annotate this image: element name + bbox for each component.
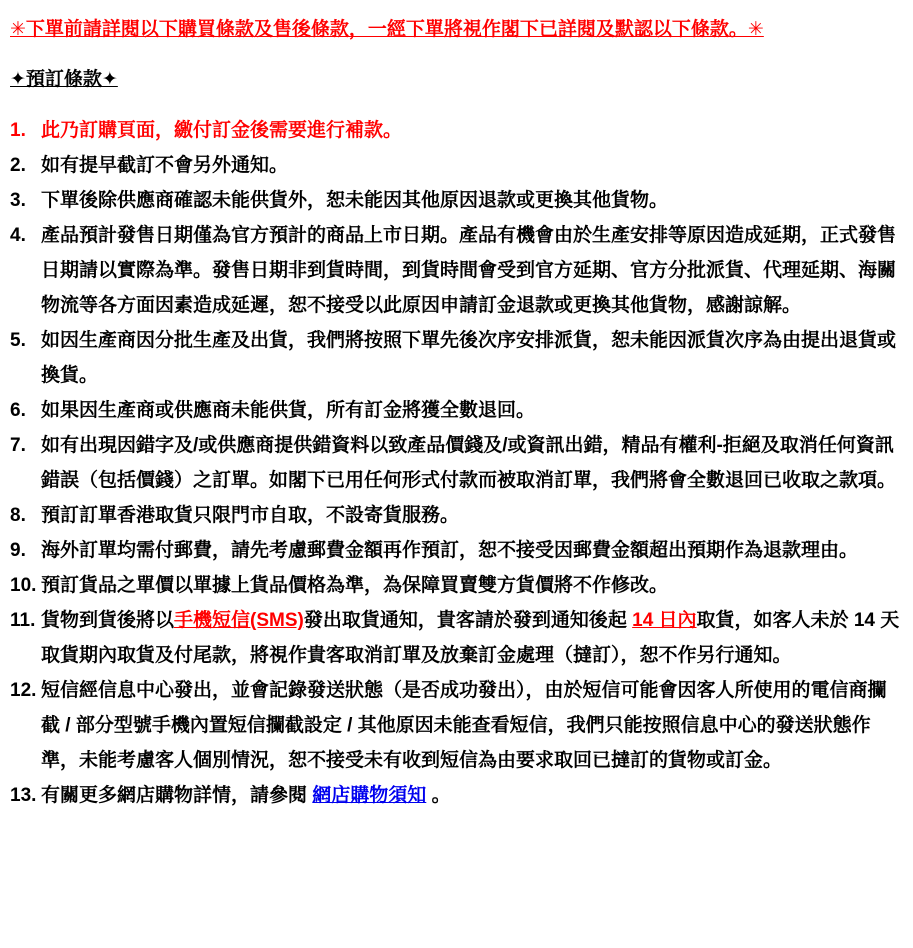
term-highlight-red-underline: 14 日內 [632, 610, 697, 632]
term-number: 10. [10, 575, 37, 597]
terms-list [10, 113, 903, 813]
term-item [10, 673, 903, 778]
term-number: 5. [10, 330, 26, 352]
term-number: 8. [10, 505, 26, 527]
purchase-terms-notice: ✳下單前請詳閱以下購買條款及售後條款，一經下單將視作閣下已詳閱及默認以下條款。✳ [10, 19, 764, 40]
term-item [10, 428, 903, 498]
term-text [41, 218, 903, 323]
term-text [41, 323, 903, 393]
term-segment: 如果因生產商或供應商未能供貨，所有訂金將獲全數退回。 [41, 400, 536, 422]
term-text [41, 428, 903, 498]
term-segment: 有關更多網店購物詳情，請參閱 [41, 785, 313, 807]
term-number: 11. [10, 610, 36, 632]
term-text [41, 673, 903, 778]
term-text [41, 498, 903, 533]
term-number: 4. [10, 225, 26, 247]
term-number: 9. [10, 540, 26, 562]
term-segment: 貨物到貨後將以 [41, 610, 175, 632]
term-item [10, 498, 903, 533]
term-segment: 預訂貨品之單價以單據上貨品價格為準，為保障買賣雙方貨價將不作修改。 [41, 575, 669, 597]
term-item [10, 568, 903, 603]
term-item [10, 183, 903, 218]
term-number: 6. [10, 400, 26, 422]
term-text [41, 393, 903, 428]
term-number: 13. [10, 785, 37, 807]
term-text [41, 533, 903, 568]
term-number: 12. [10, 680, 37, 702]
term-item [10, 148, 903, 183]
term-segment: 如因生產商因分批生產及出貨，我們將按照下單先後次序安排派貨，恕未能因派貨次序為由提出退貨或換貨。 [41, 330, 897, 387]
term-number: 1. [10, 120, 26, 142]
store-shopping-guide-link[interactable]: 網店購物須知 [312, 785, 427, 807]
term-segment: 發出取貨通知，貴客請於發到通知後起 [303, 610, 633, 632]
preorder-terms-heading: ✦預訂條款✦ [10, 68, 118, 90]
term-item [10, 778, 903, 813]
term-segment: 下單後除供應商確認未能供貨外，恕未能因其他原因退款或更換其他貨物。 [41, 190, 669, 212]
term-segment: 取貨，如客人未於 14 天取貨期內取貨及付尾款，將視作貴客取消訂單及放棄訂金處理（撻訂），恕不作另行通知。 [41, 610, 900, 667]
term-text [41, 183, 903, 218]
term-text [41, 778, 903, 813]
term-text [41, 148, 903, 183]
term-item [10, 323, 903, 393]
term-highlight-red-underline: 手機短信(SMS) [174, 610, 304, 632]
term-item [10, 603, 903, 673]
term-segment: 此乃訂購頁面，繳付訂金後需要進行補款。 [41, 120, 403, 142]
term-number: 2. [10, 155, 26, 177]
term-item [10, 533, 903, 568]
term-segment: 如有出現因錯字及/或供應商提供錯資料以致產品價錢及/或資訊出錯，精品有權利-拒絕及取消任何資訊錯誤（包括價錢）之訂單。如閣下已用任何形式付款而被取消訂單，我們將會全數退回已收取之款項。 [41, 435, 897, 492]
term-number: 7. [10, 435, 26, 457]
term-text [41, 568, 903, 603]
term-segment: 海外訂單均需付郵費，請先考慮郵費金額再作預訂，恕不接受因郵費金額超出預期作為退款理由。 [41, 540, 859, 562]
term-segment: 。 [426, 785, 451, 807]
term-item [10, 218, 903, 323]
term-segment: 短信經信息中心發出，並會記錄發送狀態（是否成功發出），由於短信可能會因客人所使用的電信商攔截 / 部分型號手機內置短信攔截設定 / 其他原因未能查看短信，我們只能按照信息中心的發送狀態作準，未能考慮客人個別情況，恕不接受未有收到短信為由要求取回已撻訂的貨物或訂金。 [41, 680, 887, 772]
term-text [41, 603, 903, 673]
term-segment: 產品預計發售日期僅為官方預計的商品上市日期。產品有機會由於生產安排等原因造成延期，正式發售日期請以實際為準。發售日期非到貨時間，到貨時間會受到官方延期、官方分批派貨、代理延期、海關物流等各方面因素造成延遲，恕不接受以此原因申請訂金退款或更換其他貨物，感謝諒解。 [41, 225, 897, 317]
term-number: 3. [10, 190, 26, 212]
term-item [10, 393, 903, 428]
term-segment: 如有提早截訂不會另外通知。 [41, 155, 289, 177]
term-segment: 預訂訂單香港取貨只限門市自取，不設寄貨服務。 [41, 505, 460, 527]
term-text [41, 113, 903, 148]
term-item [10, 113, 903, 148]
